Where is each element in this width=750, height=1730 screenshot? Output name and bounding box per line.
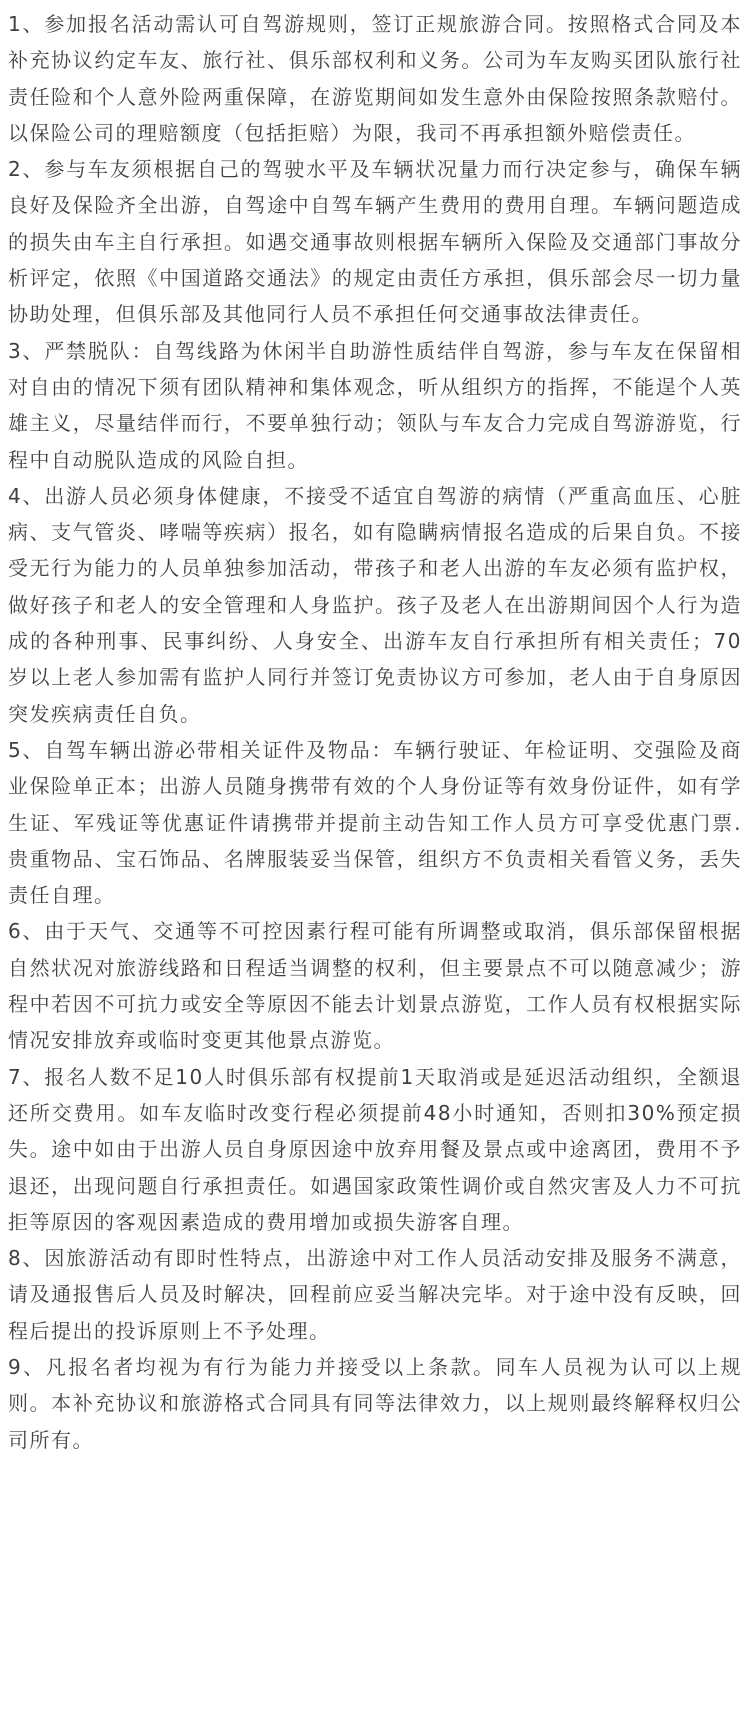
- clause-9: 9、凡报名者均视为有行为能力并接受以上条款。同车人员视为认可以上规则。本补充协议和旅游格式合同具有同等法律效力，以上规则最终解释权归公司所有。: [8, 1354, 742, 1452]
- clause-2: 2、参与车友须根据自己的驾驶水平及车辆状况量力而行决定参与，确保车辆良好及保险齐全出游，自驾途中自驾车辆产生费用的费用自理。车辆问题造成的损失由车主自行承担。如遇交通事故则根据车辆所入保险及交通部门事故分析评定，依照《中国道路交通法》的规定由责任方承担，俱乐部会尽一切力量协助处理，但俱乐部及其他同行人员不承担任何交通事故法律责任。: [8, 157, 742, 327]
- clause-5: 5、自驾车辆出游必带相关证件及物品：车辆行驶证、年检证明、交强险及商业保险单正本；出游人员随身携带有效的个人身份证等有效身份证件，如有学生证、军残证等优惠证件请携带并提前主动告知工作人员方可享受优惠门票.贵重物品、宝石饰品、名牌服装妥当保管，组织方不负责相关看管义务，丢失责任自理。: [8, 737, 742, 908]
- clause-7: 7、报名人数不足10人时俱乐部有权提前1天取消或是延迟活动组织，全额退还所交费用。如车友临时改变行程必须提前48小时通知，否则扣30%预定损失。途中如由于出游人员自身原因途中放弃用餐及景点或中途离团，费用不予退还，出现问题自行承担责任。如遇国家政策性调价或自然灾害及人力不可抗拒等原因的客观因素造成的费用增加或损失游客自理。: [8, 1064, 742, 1234]
- clause-4: 4、出游人员必须身体健康，不接受不适宜自驾游的病情（严重高血压、心脏病、支气管炎、哮喘等疾病）报名，如有隐瞒病情报名造成的后果自负。不接受无行为能力的人员单独参加活动，带孩子和老人出游的车友必须有监护权，做好孩子和老人的安全管理和人身监护。孩子及老人在出游期间因个人行为造成的各种刑事、民事纠纷、人身安全、出游车友自行承担所有相关责任；70岁以上老人参加需有监护人同行并签订免责协议方可参加，老人由于自身原因突发疾病责任自负。: [8, 483, 742, 726]
- clause-3: 3、严禁脱队：自驾线路为休闲半自助游性质结伴自驾游，参与车友在保留相对自由的情况下须有团队精神和集体观念，听从组织方的指挥，不能逞个人英雄主义，尽量结伴而行，不要单独行动；领队与车友合力完成自驾游游览，行程中自动脱队造成的风险自担。: [8, 338, 742, 472]
- clause-8: 8、因旅游活动有即时性特点，出游途中对工作人员活动安排及服务不满意，请及通报售后人员及时解决，回程前应妥当解决完毕。对于途中没有反映，回程后提出的投诉原则上不予处理。: [8, 1246, 742, 1343]
- clause-1: 1、参加报名活动需认可自驾游规则，签订正规旅游合同。按照格式合同及本补充协议约定车友、旅行社、俱乐部权利和义务。公司为车友购买团队旅行社责任险和个人意外险两重保障，在游览期间如发生意外由保险按照条款赔付。以保险公司的理赔额度（包括拒赔）为限，我司不再承担额外赔偿责任。: [8, 12, 742, 145]
- clause-6: 6、由于天气、交通等不可控因素行程可能有所调整或取消，俱乐部保留根据自然状况对旅游线路和日程适当调整的权利，但主要景点不可以随意减少；游程中若因不可抗力或安全等原因不能去计划景点游览，工作人员有权根据实际情况安排放弃或临时变更其他景点游览。: [8, 919, 742, 1053]
